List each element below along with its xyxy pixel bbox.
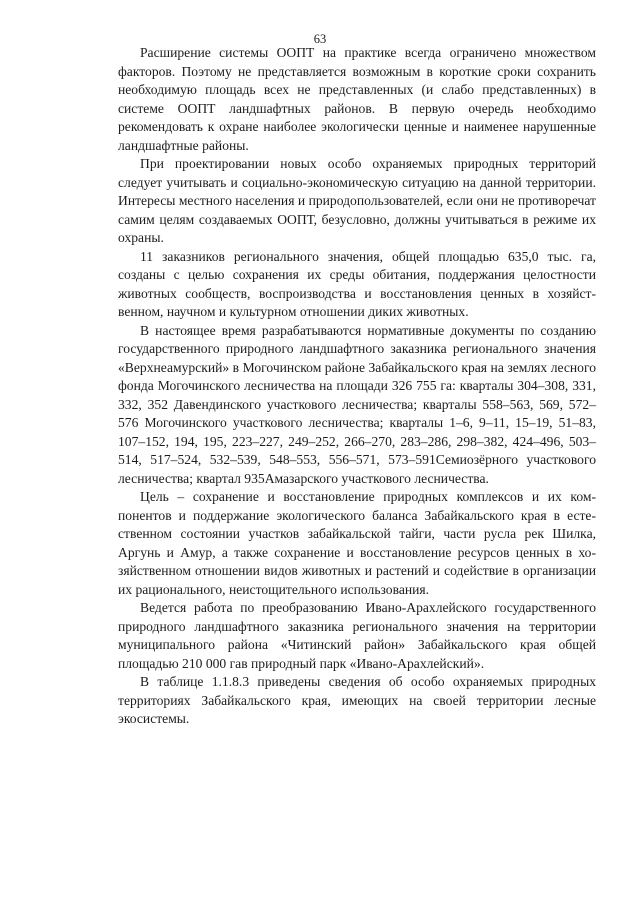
paragraph-4: В настоящее время разрабатываются нормативные документы по созданию государственного природного ландшафтного заказника регионального значения «Верхнеамурский» в Могочинском районе Забайкальского края на землях лесного фонда Могочинского лесничества на площади 326 755 га: кварталы 304–308, 331, 332, 352 Давендинского участкового лесничества; кварталы 558–563, 569, 572–576 Могочинского участкового лесничества; кварталы 1–6, 9–11, 15–19, 51–83, 107–152, 194, 195, 223–227, 249–252, 266–270, 283–286, 298–382, 424–496, 503–514, 517–524, 532–539, 548–553, 556–571, 573–591Семиозёрного участкового лесничества; квартал 935Амазарского участкового лесничества. [118,322,596,486]
paragraph-2: При проектировании новых особо охраняемых природных территорий следует учитывать и социально-экономическую ситуацию на данной территории. Интересы местного населения и природопользователей, если они не противоречат самим целям создаваемых ООПТ, безусловно, должны учитываться в режиме их охраны. [118,156,596,245]
page-number: 63 [313,32,327,46]
paragraph-5: Цель – сохранение и восстановление природных комплексов и их компонентов и поддержание экологического баланса Забайкальского края в естественном состоянии участков забайкальской тайги, части русла рек Шилка, Аргунь и Амур, а также сохранение и восстановление ресурсов ценных в хозяйственном отношении видов животных и растений и содействие в организации их рационального, неистощительного использования. [118,489,596,597]
body-text [118,44,596,729]
paragraph-3: 11 заказников регионального значения, общей площадью 635,0 тыс. га, созданы с целью сохранения их среды обитания, поддержания целостности животных сообществ, воспроизводства и восстановления ценных в хозяйственном, научном и культурном отношении диких животных. [118,248,596,319]
paragraph-1: Расширение системы ООПТ на практике всегда ограничено множеством факторов. Поэтому не представляется возможным в короткие сроки сохранить необходимую площадь всех не представленных (и слабо представленных) в системе ООПТ ландшафтных районов. В первую очередь необходимо рекомендовать к охране наиболее экологически ценные и наименее нарушенные ландшафтные районы. [118,45,596,153]
paragraph-7: В таблице 1.1.8.3 приведены сведения об особо охраняемых природных территориях Забайкальского края, имеющих на своей территории лесные экосистемы. [118,674,596,726]
paragraph-6: Ведется работа по преобразованию Ивано-Арахлейского государственного природного ландшафтного заказника регионального значения на территории муниципального района «Читинский район» Забайкальского края общей площадью 210 000 гав природный парк «Ивано-Арахлейский». [118,600,596,671]
